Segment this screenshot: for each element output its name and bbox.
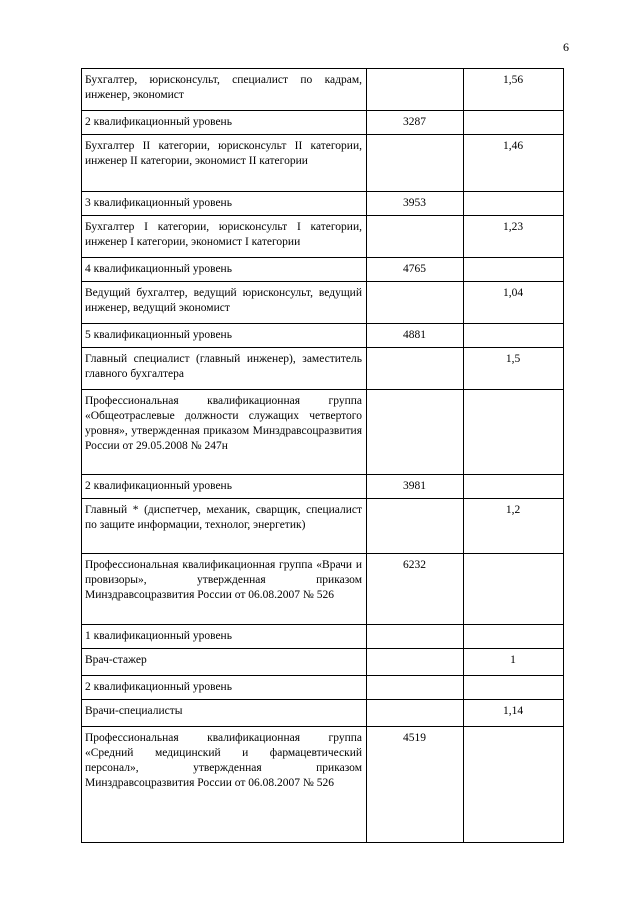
table-row <box>82 390 564 475</box>
salary-cell <box>367 499 464 554</box>
coefficient-cell: 1,56 <box>464 69 564 111</box>
position-cell: Главный специалист (главный инженер), заместитель главного бухгалтера <box>82 348 367 390</box>
position-cell: 2 квалификационный уровень <box>82 676 367 700</box>
table-row <box>82 727 564 843</box>
position-cell: Профессиональная квалификационная группа «Средний медицинский и фармацевтический персонал», утвержденная приказом Минздравсоцразвития России от 06.08.2007 № 526 <box>82 727 367 843</box>
salary-cell <box>367 69 464 111</box>
position-cell: 3 квалификационный уровень <box>82 192 367 216</box>
salary-cell: 3953 <box>367 192 464 216</box>
coefficient-cell <box>464 258 564 282</box>
position-cell: Ведущий бухгалтер, ведущий юрисконсульт, ведущий инженер, ведущий экономист <box>82 282 367 324</box>
salary-cell: 6232 <box>367 554 464 625</box>
table-row <box>82 649 564 676</box>
table-row <box>82 69 564 111</box>
coefficient-cell <box>464 324 564 348</box>
coefficient-cell: 1,46 <box>464 135 564 192</box>
position-cell: 2 квалификационный уровень <box>82 475 367 499</box>
salary-cell: 4881 <box>367 324 464 348</box>
coefficient-cell <box>464 554 564 625</box>
position-cell: 5 квалификационный уровень <box>82 324 367 348</box>
coefficient-cell <box>464 475 564 499</box>
position-cell: Врачи-специалисты <box>82 700 367 727</box>
position-cell: Главный * (диспетчер, механик, сварщик, специалист по защите информации, технолог, энергетик) <box>82 499 367 554</box>
coefficient-cell <box>464 390 564 475</box>
table-row <box>82 676 564 700</box>
position-cell: Профессиональная квалификационная группа «Врачи и провизоры», утвержденная приказом Минздравсоцразвития России от 06.08.2007 № 526 <box>82 554 367 625</box>
position-cell: Бухгалтер, юрисконсульт, специалист по кадрам, инженер, экономист <box>82 69 367 111</box>
coefficient-cell: 1,5 <box>464 348 564 390</box>
table-row <box>82 192 564 216</box>
salary-cell: 3981 <box>367 475 464 499</box>
position-cell: 2 квалификационный уровень <box>82 111 367 135</box>
table-row <box>82 135 564 192</box>
coefficient-cell <box>464 727 564 843</box>
salary-cell: 4519 <box>367 727 464 843</box>
tariff-table <box>81 68 564 843</box>
coefficient-cell <box>464 192 564 216</box>
salary-cell <box>367 700 464 727</box>
table-row <box>82 475 564 499</box>
coefficient-cell: 1,04 <box>464 282 564 324</box>
salary-cell <box>367 135 464 192</box>
position-cell: 1 квалификационный уровень <box>82 625 367 649</box>
salary-cell <box>367 625 464 649</box>
position-cell: 4 квалификационный уровень <box>82 258 367 282</box>
coefficient-cell: 1 <box>464 649 564 676</box>
salary-cell <box>367 676 464 700</box>
coefficient-cell <box>464 676 564 700</box>
table-row <box>82 111 564 135</box>
table-row <box>82 700 564 727</box>
position-cell: Бухгалтер I категории, юрисконсульт I категории, инженер I категории, экономист I категории <box>82 216 367 258</box>
salary-cell: 4765 <box>367 258 464 282</box>
table-row <box>82 324 564 348</box>
salary-cell <box>367 348 464 390</box>
salary-cell <box>367 216 464 258</box>
table-row <box>82 216 564 258</box>
salary-cell: 3287 <box>367 111 464 135</box>
table-row <box>82 625 564 649</box>
salary-cell <box>367 390 464 475</box>
salary-cell <box>367 282 464 324</box>
position-cell: Профессиональная квалификационная группа «Общеотраслевые должности служащих четвертого уровня», утвержденная приказом Минздравсоцразвития России от 29.05.2008 № 247н <box>82 390 367 475</box>
table-row <box>82 348 564 390</box>
table-row <box>82 499 564 554</box>
table-row <box>82 554 564 625</box>
position-cell: Врач-стажер <box>82 649 367 676</box>
table-body <box>82 69 564 843</box>
salary-cell <box>367 649 464 676</box>
page-number: 6 <box>563 40 569 54</box>
coefficient-cell <box>464 111 564 135</box>
coefficient-cell: 1,14 <box>464 700 564 727</box>
table-row <box>82 282 564 324</box>
coefficient-cell: 1,2 <box>464 499 564 554</box>
coefficient-cell: 1,23 <box>464 216 564 258</box>
coefficient-cell <box>464 625 564 649</box>
table-row <box>82 258 564 282</box>
position-cell: Бухгалтер II категории, юрисконсульт II категории, инженер II категории, экономист II категории <box>82 135 367 192</box>
